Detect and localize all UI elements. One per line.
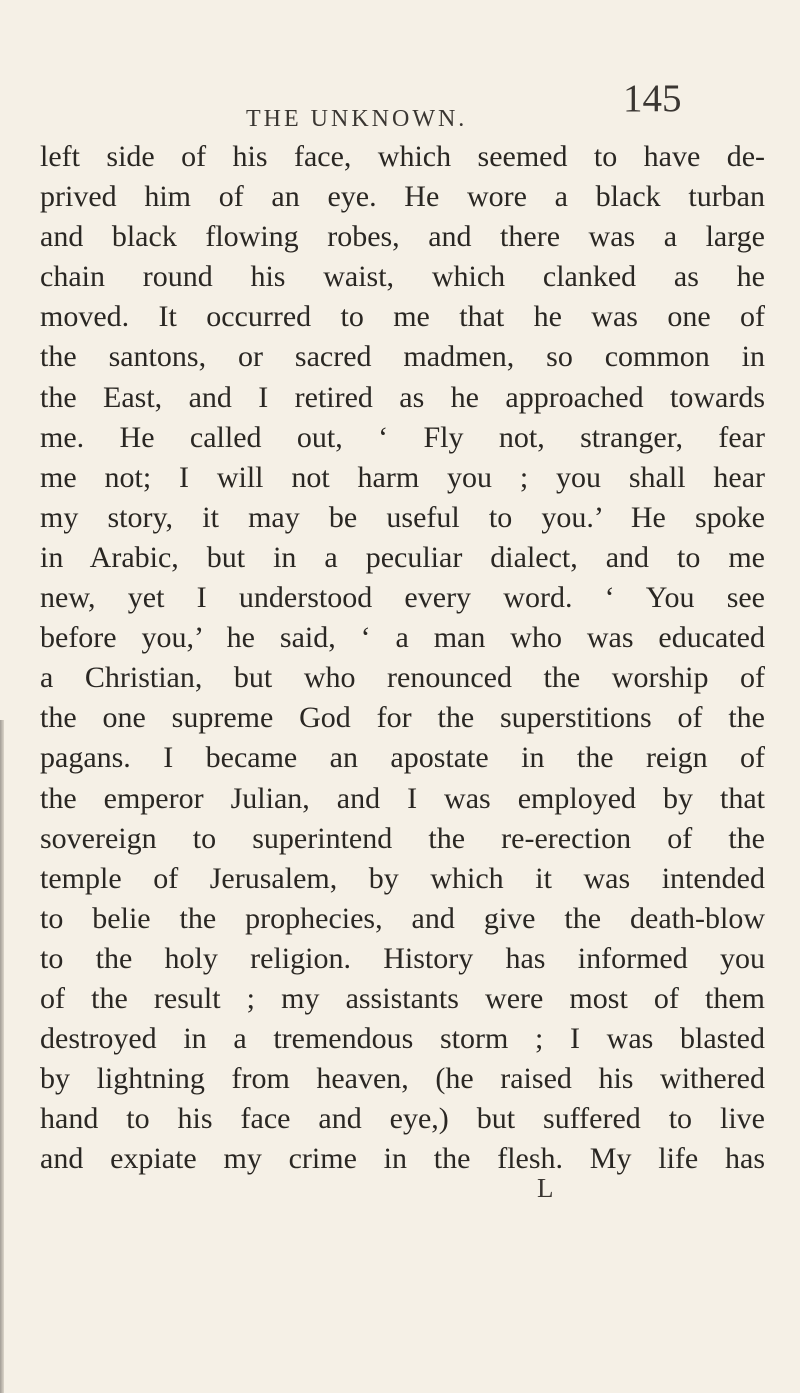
text-line: pagans. I became an apostate in the reign of [40,741,765,775]
text-line: by lightning from heaven, (he raised his withered [40,1062,765,1096]
text-line: the East, and I retired as he approached towards [40,380,765,414]
text-line: a Christian, but who renounced the worship of [40,661,765,695]
text-line: me. He called out, ‘ Fly not, stranger, fear [40,420,765,454]
text-line: new, yet I understood every word. ‘ You see [40,581,765,615]
text-line: me not; I will not harm you ; you shall hear [40,460,765,494]
page-header [0,76,800,136]
page-number: 145 [623,77,682,120]
text-line: chain round his waist, which clanked as he [40,260,765,294]
text-line: the emperor Julian, and I was employed by that [40,781,765,815]
text-line: and expiate my crime in the flesh. My life has [40,1142,765,1176]
text-line: sovereign to superintend the re-erection of the [40,821,765,855]
running-head: THE UNKNOWN. [246,106,468,132]
text-line: and black flowing robes, and there was a large [40,220,765,254]
text-line: of the result ; my assistants were most of them [40,981,765,1015]
text-line: to the holy religion. History has informed you [40,941,765,975]
body-text [40,137,765,1179]
text-line: the one supreme God for the superstitions of the [40,701,765,735]
text-line: my story, it may be useful to you.’ He spoke [40,500,765,534]
signature-mark: L [537,1173,554,1203]
text-line: before you,’ he said, ‘ a man who was educated [40,621,765,655]
page-edge-shadow [0,720,4,1393]
text-line: temple of Jerusalem, by which it was intended [40,861,765,895]
text-line: hand to his face and eye,) but suffered to live [40,1102,765,1136]
text-line: in Arabic, but in a peculiar dialect, and to me [40,540,765,574]
text-line: destroyed in a tremendous storm ; I was blasted [40,1022,765,1056]
text-line: prived him of an eye. He wore a black turban [40,180,765,214]
text-line: left side of his face, which seemed to have de- [40,140,765,173]
text-line: the santons, or sacred madmen, so common in [40,340,765,374]
text-line: to belie the prophecies, and give the death-blow [40,901,765,935]
text-line: moved. It occurred to me that he was one of [40,300,765,334]
